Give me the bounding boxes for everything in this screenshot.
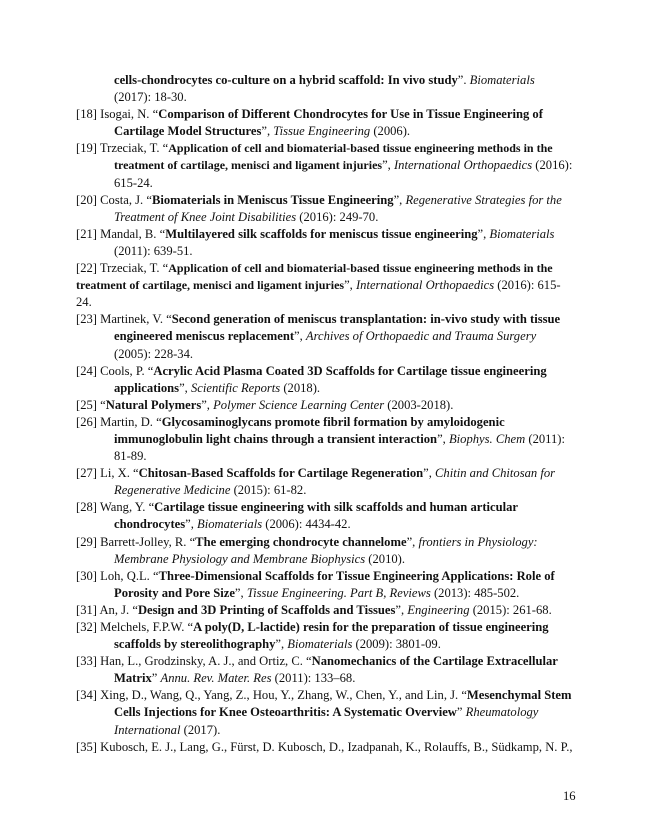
reference-author: Isogai, N. — [100, 107, 150, 122]
reference-number: [35] — [76, 739, 97, 754]
reference-journal: Biomaterials — [197, 517, 263, 532]
reference-title: Comparison of Different Chondrocytes for Use in Tissue Engineering of Cartilage Model Structures — [114, 107, 543, 139]
reference-number: [23] — [76, 312, 97, 327]
reference-journal: Biomaterials — [489, 226, 555, 241]
reference-journal: Polymer Science Learning Center — [213, 397, 385, 412]
reference-number: [18] — [76, 107, 97, 122]
reference-number: [29] — [76, 534, 97, 549]
reference-number: [21] — [76, 226, 97, 241]
reference-title: Design and 3D Printing of Scaffolds and Tissues — [137, 602, 396, 617]
reference-number: [25] — [76, 397, 97, 412]
reference-tail: (2005): 228-34. — [114, 346, 194, 361]
reference-title: Chitosan-Based Scaffolds for Cartilage Regeneration — [138, 466, 424, 481]
reference-journal: Chitin and Chitosan for Regenerative Medicine — [114, 466, 556, 498]
reference-author: Li, X. — [100, 466, 130, 481]
reference-number: [34] — [76, 688, 97, 703]
reference-title: Application of cell and biomaterial-based tissue engineering methods in the treatment of cartilage, menisci and ligament injuries — [76, 261, 553, 293]
reference-number: [27] — [76, 466, 97, 481]
reference-tail: (2009): 3801-09. — [355, 637, 441, 652]
reference-author: Xing, D., Wang, Q., Yang, Z., Hou, Y., Zhang, W., Chen, Y., and Lin, J. — [100, 688, 459, 703]
reference-tail: (2011): 81-89. — [114, 431, 565, 464]
reference-journal: Biomaterials — [469, 73, 535, 87]
reference-item: [33] Han, L., Grodzinsky, A. J., and Ortiz, C. “Nanomechanics of the Cartilage Extracellular Matrix” Annu. Rev. Mater. Res (2011): 133–68. — [76, 654, 558, 686]
page-number: 16 — [563, 789, 576, 803]
reference-journal: International Orthopaedics — [393, 158, 533, 173]
reference-tail: (2015): 261-68. — [472, 602, 552, 617]
reference-item — [76, 739, 576, 756]
reference-author: Kubosch, E. J., Lang, G., Fürst, D. Kubosch, D., Izadpanah, K., Rolauffs, B., Südkamp, N. P., — [100, 739, 573, 754]
reference-tail: (2010). — [368, 551, 406, 566]
reference-tail: (2006): 4434-42. — [265, 517, 351, 532]
reference-item: [34] Xing, D., Wang, Q., Yang, Z., Hou, Y., Zhang, W., Chen, Y., and Lin, J. “Mesenchymal Stem Cells Injections for Knee Osteoarthritis: A Systematic Overview” Rheumatology International (2017). — [76, 688, 572, 737]
reference-item: [26] Martin, D. “Glycosaminoglycans promote fibril formation by amyloidogenic immunoglobulin light chains through a transient interaction”, Biophys. Chem (2011): 81-89. — [76, 414, 565, 464]
reference-tail: (2013): 485-502. — [433, 585, 520, 600]
reference-number: [22] — [76, 261, 97, 276]
reference-item: [18] Isogai, N. “Comparison of Different Chondrocytes for Use in Tissue Engineering of Cartilage Model Structures”, Tissue Engineering (2006). — [76, 107, 543, 139]
reference-journal: frontiers in Physiology: Membrane Physiology and Membrane Biophysics — [114, 534, 538, 566]
reference-author: Martinek, V. — [100, 312, 163, 327]
reference-tail: (2011): 133–68. — [274, 671, 356, 686]
reference-author: Han, L., Grodzinsky, A. J., and Ortiz, C. — [100, 654, 303, 669]
reference-author: Melchels, F.P.W. — [100, 620, 185, 634]
reference-journal: Scientific Reports — [190, 380, 281, 395]
reference-title: Multilayered silk scaffolds for meniscus tissue engineering — [165, 226, 478, 241]
reference-journal: Archives of Orthopaedic and Trauma Surgery — [305, 329, 537, 344]
reference-title: Second generation of meniscus transplantation: in-vivo study with tissue engineered meniscus replacement — [114, 312, 561, 344]
reference-number: [28] — [76, 500, 97, 515]
reference-tail: (2016): 249-70. — [299, 209, 379, 224]
reference-item: cells-chondrocytes co-culture on a hybrid scaffold: In vivo study”. Biomaterials (2017): 18-30. — [114, 73, 535, 105]
reference-author: Trzeciak, T. — [99, 261, 160, 276]
reference-journal: Annu. Rev. Mater. Res — [160, 671, 272, 686]
reference-title: Nanomechanics of the Cartilage Extracellular Matrix — [114, 654, 558, 686]
reference-journal: Biophys. Chem — [448, 431, 526, 446]
reference-author: Mandal, B. — [100, 226, 157, 241]
reference-journal: Tissue Engineering. Part B, Reviews — [246, 585, 431, 600]
reference-author: Barrett-Jolley, R. — [100, 534, 187, 549]
reference-number: [24] — [76, 363, 97, 378]
reference-author: Costa, J. — [100, 192, 144, 207]
reference-item: [28] Wang, Y. “Cartilage tissue engineering with silk scaffolds and human articular chondrocytes”, Biomaterials (2006): 4434-42. — [76, 500, 518, 532]
reference-number: [30] — [76, 568, 97, 583]
reference-author: Cools, P. — [100, 363, 145, 378]
reference-title: Cartilage tissue engineering with silk scaffolds and human articular chondrocytes — [114, 500, 518, 532]
reference-tail: (2017): 18-30. — [114, 90, 187, 105]
reference-item: [20] Costa, J. “Biomaterials in Meniscus Tissue Engineering”, Regenerative Strategies for the Treatment of Knee Joint Disabilities (2016): 249-70. — [76, 192, 562, 224]
reference-author: Wang, Y. — [99, 500, 146, 515]
reference-number: [32] — [76, 620, 97, 634]
reference-tail: (2006). — [373, 124, 411, 139]
reference-title: A poly(D, L-lactide) resin for the preparation of tissue engineering scaffolds by stereolithography — [114, 620, 549, 652]
reference-item: [24] Cools, P. “Acrylic Acid Plasma Coated 3D Scaffolds for Cartilage tissue engineering applications”, Scientific Reports (2018). — [76, 363, 547, 395]
reference-item: [19] Trzeciak, T. “Application of cell and biomaterial-based tissue engineering methods in the treatment of cartilage, menisci and ligament injuries”, International Orthopaedics (2016): 615-24. — [76, 141, 573, 190]
reference-number: [26] — [76, 414, 97, 429]
reference-list — [76, 72, 576, 756]
reference-journal: Regenerative Strategies for the Treatment of Knee Joint Disabilities — [114, 192, 562, 224]
reference-tail: (2015): 61-82. — [233, 483, 307, 498]
reference-title: Three-Dimensional Scaffolds for Tissue Engineering Applications: Role of Porosity and Pore Size — [114, 568, 555, 600]
reference-title: Mesenchymal Stem Cells Injections for Knee Osteoarthritis: A Systematic Overview — [114, 688, 572, 720]
reference-journal: Engineering — [407, 602, 470, 617]
reference-tail: (2016): 615-24. — [76, 278, 561, 310]
reference-title: Glycosaminoglycans promote fibril formation by amyloidogenic immunoglobulin light chains through a transient interaction — [114, 414, 505, 446]
reference-item: [27] Li, X. “Chitosan-Based Scaffolds for Cartilage Regeneration”, Chitin and Chitosan for Regenerative Medicine (2015): 61-82. — [76, 466, 556, 498]
reference-number: [19] — [76, 141, 97, 156]
reference-author: An, J. — [99, 602, 130, 617]
reference-number: [33] — [76, 654, 97, 669]
reference-item: [31] An, J. “Design and 3D Printing of Scaffolds and Tissues”, Engineering (2015): 261-68. — [76, 602, 552, 617]
reference-journal: Rheumatology International — [114, 705, 539, 737]
reference-item: [29] Barrett-Jolley, R. “The emerging chondrocyte channelome”, frontiers in Physiology: Membrane Physiology and Membrane Biophysics (2010). — [76, 534, 538, 566]
reference-journal: International Orthopaedics — [355, 278, 495, 293]
reference-tail: (2011): 639-51. — [114, 243, 193, 258]
reference-title: Application of cell and biomaterial-based tissue engineering methods in the treatment of cartilage, menisci and ligament injuries — [114, 141, 553, 173]
reference-title: Natural Polymers — [105, 397, 202, 412]
reference-number: [20] — [76, 192, 97, 207]
reference-title: Biomaterials in Meniscus Tissue Engineering — [151, 192, 394, 207]
reference-item: [32] Melchels, F.P.W. “A poly(D, L-lactide) resin for the preparation of tissue engineering scaffolds by stereolithography”, Biomaterials (2009): 3801-09. — [76, 620, 549, 652]
reference-item: [22] Trzeciak, T. “Application of cell and biomaterial-based tissue engineering methods in the treatment of cartilage, menisci and ligament injuries”, International Orthopaedics (2016): 615-24. — [76, 261, 561, 310]
reference-title: Acrylic Acid Plasma Coated 3D Scaffolds for Cartilage tissue engineering applications — [114, 363, 547, 395]
reference-tail: (2003-2018). — [387, 397, 454, 412]
reference-item: [25] “Natural Polymers”, Polymer Science Learning Center (2003-2018). — [76, 397, 454, 412]
reference-title: The emerging chondrocyte channelome — [195, 534, 407, 549]
reference-title: cells-chondrocytes co-culture on a hybrid scaffold: In vivo study — [114, 73, 458, 87]
reference-item: [30] Loh, Q.L. “Three-Dimensional Scaffolds for Tissue Engineering Applications: Role of Porosity and Pore Size”, Tissue Engineering. Part B, Reviews (2013): 485-502. — [76, 568, 555, 600]
reference-journal: Tissue Engineering — [273, 124, 371, 139]
reference-item: [23] Martinek, V. “Second generation of meniscus transplantation: in-vivo study with tissue engineered meniscus replacement”, Archives of Orthopaedic and Trauma Surgery (2005): 228-34. — [76, 312, 561, 361]
reference-tail: (2018). — [283, 380, 321, 395]
reference-author: Loh, Q.L. — [100, 568, 150, 583]
reference-item: [21] Mandal, B. “Multilayered silk scaffolds for meniscus tissue engineering”, Biomaterials (2011): 639-51. — [76, 226, 555, 258]
reference-author: Martin, D. — [100, 414, 153, 429]
reference-number: [31] — [76, 602, 97, 617]
reference-tail: (2017). — [183, 722, 221, 737]
reference-journal: Biomaterials — [287, 637, 353, 652]
reference-tail: (2016): 615-24. — [114, 158, 573, 190]
reference-author: Trzeciak, T. — [99, 141, 160, 156]
